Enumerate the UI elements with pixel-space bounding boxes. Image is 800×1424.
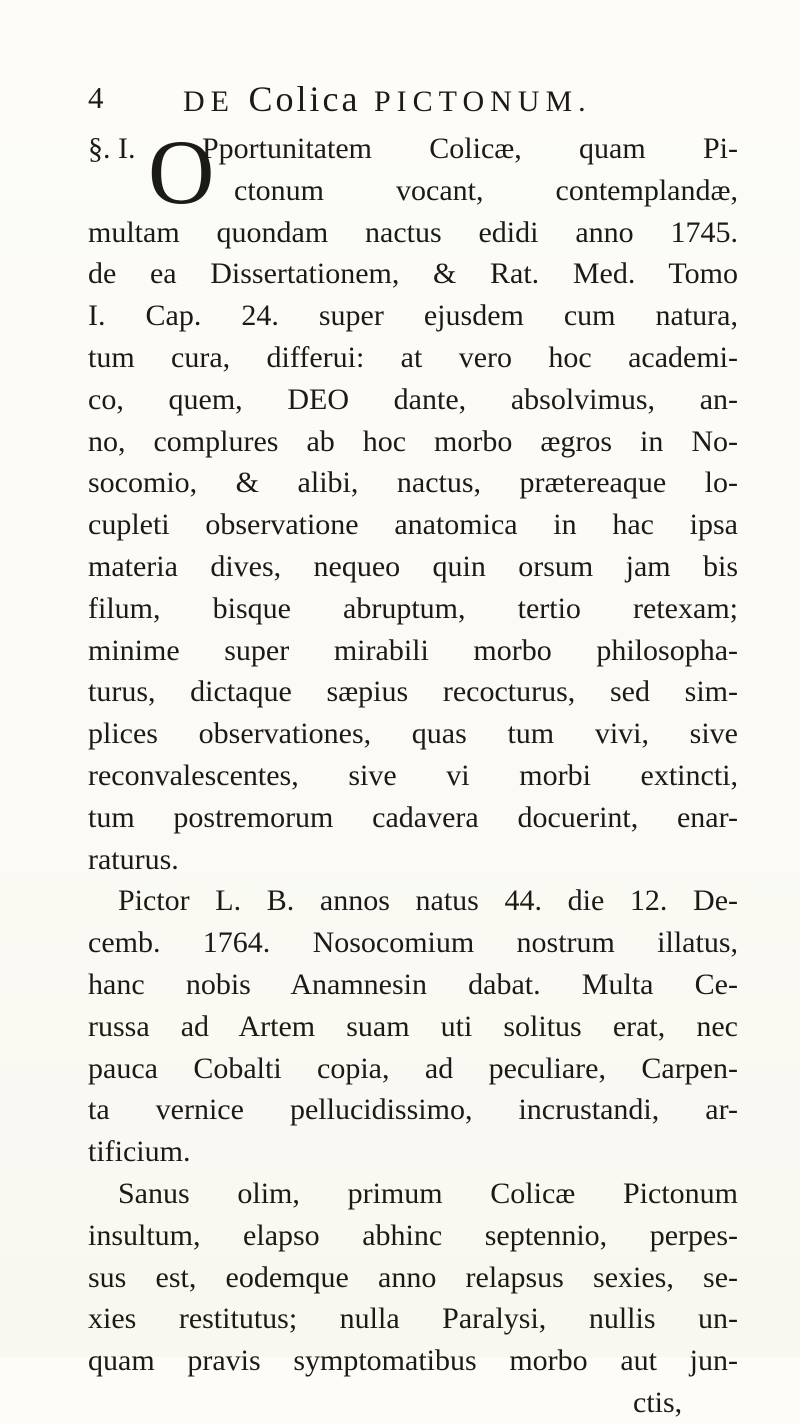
text-line: plices observationes, quas tum vivi, sive xyxy=(88,717,738,751)
text-line: turus, dictaque sæpius recocturus, sed sim- xyxy=(88,675,738,709)
title-de: DE xyxy=(183,85,235,118)
text-line: tificium. xyxy=(88,1135,191,1169)
running-title xyxy=(183,78,592,120)
page-number: 4 xyxy=(88,80,104,115)
text-line: materia dives, nequeo quin orsum jam bis xyxy=(88,549,738,583)
text-line: hanc nobis Anamnesin dabat. Multa Ce- xyxy=(88,967,738,1001)
text-line: ctonum vocant, contemplandæ, xyxy=(234,173,738,207)
text-line: minime super mirabili morbo philosopha- xyxy=(88,633,738,667)
text-line: tum cura, differui: at vero hoc academi- xyxy=(88,340,738,374)
text-line: ta vernice pellucidissimo, incrustandi, ar- xyxy=(88,1093,738,1127)
text-line: pauca Cobalti copia, ad peculiare, Carpen- xyxy=(88,1051,738,1085)
text-line: cemb. 1764. Nosocomium nostrum illatus, xyxy=(88,926,738,960)
catchword: ctis, xyxy=(633,1385,683,1419)
opening-paragraph-start xyxy=(88,121,738,223)
text-line: tum postremorum cadavera docuerint, enar- xyxy=(88,800,738,834)
title-colica: Colica xyxy=(248,79,361,119)
text-line: socomio, & alibi, nactus, prætereaque lo- xyxy=(88,466,738,500)
text-line: russa ad Artem suam uti solitus erat, nec xyxy=(88,1009,738,1043)
text-line: raturus. xyxy=(88,842,179,876)
running-header xyxy=(88,78,728,122)
text-line: Pictor L. B. annos natus 44. die 12. De- xyxy=(118,884,738,918)
text-line: filum, bisque abruptum, tertio retexam; xyxy=(88,591,738,625)
text-line: quam pravis symptomatibus morbo aut jun- xyxy=(88,1344,738,1378)
text-line: xies restitutus; nulla Paralysi, nullis un- xyxy=(88,1302,738,1336)
text-line: cupleti observatione anatomica in hac ipsa xyxy=(88,508,738,542)
text-line: insultum, elapso abhinc septennio, perpes- xyxy=(88,1218,738,1252)
text-line: reconvalescentes, sive vi morbi extincti, xyxy=(88,758,738,792)
text-line: co, quem, DEO dante, absolvimus, an- xyxy=(88,382,738,416)
drop-cap: O xyxy=(148,121,215,223)
text-line: §. I. Pportunitatem Colicæ, quam Pi- xyxy=(88,128,738,170)
text-line: multam quondam nactus edidi anno 1745. xyxy=(88,215,738,249)
title-pictonum: PICTONUM. xyxy=(373,85,592,118)
text-line: no, complures ab hoc morbo ægros in No- xyxy=(88,424,738,458)
text-line: de ea Dissertationem, & Rat. Med. Tomo xyxy=(88,257,738,291)
main-text xyxy=(88,121,738,1424)
text-line: sus est, eodemque anno relapsus sexies, se- xyxy=(88,1260,738,1294)
text-line: I. Cap. 24. super ejusdem cum natura, xyxy=(88,299,738,333)
section-label: §. I. xyxy=(88,132,136,165)
text-line: Sanus olim, primum Colicæ Pictonum xyxy=(118,1176,738,1210)
